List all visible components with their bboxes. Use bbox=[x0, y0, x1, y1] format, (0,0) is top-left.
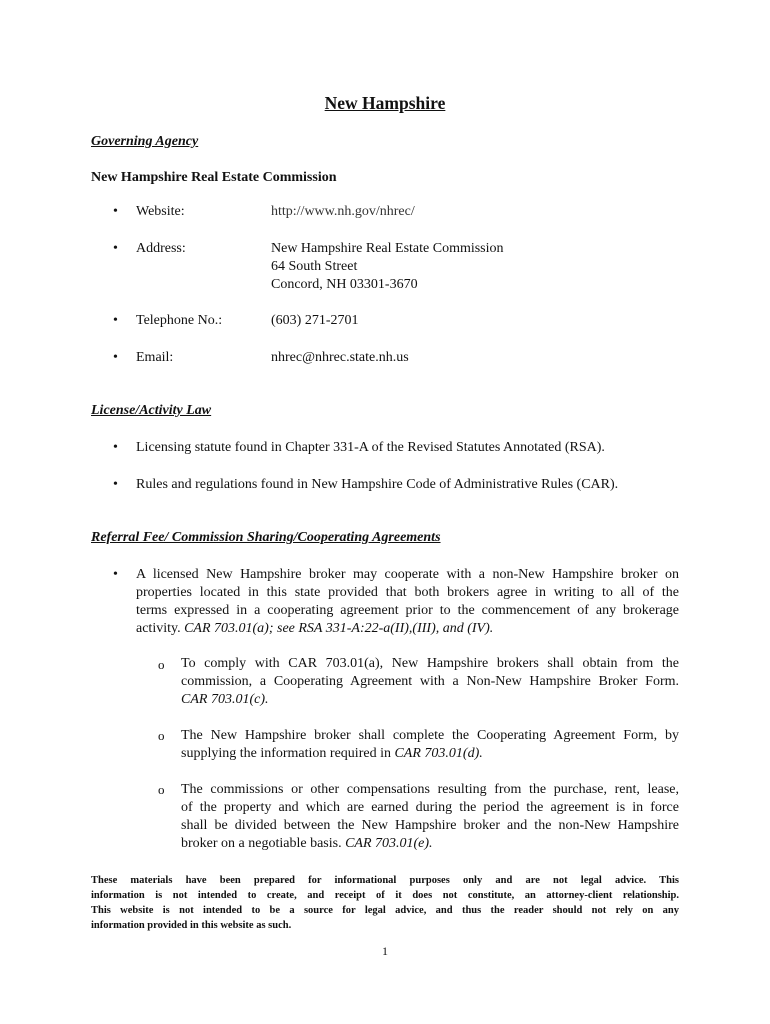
paragraph-line: of the property and which are earned during the period the agreement is in force bbox=[181, 800, 679, 815]
disclaimer-line: information provided in this website as such. bbox=[91, 920, 292, 931]
email-value[interactable]: nhrec@nhrec.state.nh.us bbox=[271, 350, 409, 365]
disclaimer-line: information is not intended to create, and receipt of it does not constitute, an attorney-client relationship. bbox=[91, 890, 679, 901]
citation: CAR 703.01(d). bbox=[394, 746, 483, 761]
paragraph-line: shall be divided between the New Hampshire broker and the non-New Hampshire bbox=[181, 818, 679, 833]
paragraph-text: supplying the information required in bbox=[181, 746, 395, 761]
disclaimer-line: This website is not intended to be a source for legal advice, and thus the reader should not rely on any bbox=[91, 905, 679, 916]
email-label: Email: bbox=[136, 350, 174, 365]
address-line: Concord, NH 03301-3670 bbox=[271, 277, 418, 292]
address-line: 64 South Street bbox=[271, 259, 358, 274]
paragraph-line bbox=[181, 835, 679, 853]
hollow-bullet-icon: o bbox=[158, 782, 165, 797]
paragraph-line: commission, a Cooperating Agreement with a Non-New Hampshire Broker Form. bbox=[181, 674, 679, 689]
referral-heading: Referral Fee/ Commission Sharing/Cooperating Agreements bbox=[91, 530, 441, 545]
paragraph-line: The commissions or other compensations resulting from the purchase, rent, lease, bbox=[181, 782, 679, 797]
bullet-icon: • bbox=[113, 567, 118, 582]
paragraph-line: properties located in this state provided that both brokers agree in writing to all of the bbox=[136, 585, 679, 600]
website-label: Website: bbox=[136, 204, 185, 219]
paragraph-line: terms expressed in a cooperating agreement prior to the commencement of any brokerage bbox=[136, 603, 679, 618]
address-label: Address: bbox=[136, 241, 186, 256]
paragraph-line bbox=[181, 745, 679, 763]
bullet-icon: • bbox=[113, 350, 118, 365]
telephone-label: Telephone No.: bbox=[136, 313, 223, 328]
bullet-icon: • bbox=[113, 204, 118, 219]
telephone-value: (603) 271-2701 bbox=[271, 313, 359, 328]
bullet-icon: • bbox=[113, 477, 118, 492]
paragraph-text: activity. bbox=[136, 621, 185, 636]
license-law-heading: License/Activity Law bbox=[91, 403, 212, 418]
cooperation-paragraph bbox=[136, 566, 679, 638]
page-title: New Hampshire bbox=[324, 93, 446, 113]
bullet-icon: • bbox=[113, 313, 118, 328]
paragraph-line: The New Hampshire broker shall complete the Cooperating Agreement Form, by bbox=[181, 728, 679, 743]
paragraph-line bbox=[136, 620, 679, 638]
agency-name: New Hampshire Real Estate Commission bbox=[91, 170, 337, 185]
page-number: 1 bbox=[382, 944, 388, 958]
license-item: Licensing statute found in Chapter 331-A of the Revised Statutes Annotated (RSA). bbox=[136, 440, 605, 455]
paragraph-line: To comply with CAR 703.01(a), New Hampshire brokers shall obtain from the bbox=[181, 656, 679, 671]
paragraph-text: broker on a negotiable basis. bbox=[181, 836, 346, 851]
sub-item-commissions bbox=[181, 781, 679, 853]
sub-item-complete-form bbox=[181, 727, 679, 763]
address-line: New Hampshire Real Estate Commission bbox=[271, 241, 504, 256]
citation: CAR 703.01(c). bbox=[181, 692, 269, 707]
paragraph-line bbox=[181, 691, 679, 709]
license-item: Rules and regulations found in New Hampshire Code of Administrative Rules (CAR). bbox=[136, 477, 619, 492]
bullet-icon: • bbox=[113, 440, 118, 455]
citation: CAR 703.01(e). bbox=[345, 836, 433, 851]
bullet-icon: • bbox=[113, 241, 118, 256]
legal-disclaimer bbox=[91, 873, 679, 933]
hollow-bullet-icon: o bbox=[158, 657, 165, 672]
sub-item-comply bbox=[181, 655, 679, 709]
disclaimer-line: These materials have been prepared for informational purposes only and are not legal advice. This bbox=[91, 875, 679, 886]
hollow-bullet-icon: o bbox=[158, 728, 165, 743]
citation: CAR 703.01(a); see RSA 331-A:22-a(II),(III), and (IV). bbox=[184, 621, 494, 636]
website-link[interactable]: http://www.nh.gov/nhrec/ bbox=[271, 204, 415, 219]
governing-agency-heading: Governing Agency bbox=[91, 134, 199, 149]
paragraph-line: A licensed New Hampshire broker may cooperate with a non-New Hampshire broker on bbox=[136, 567, 679, 582]
